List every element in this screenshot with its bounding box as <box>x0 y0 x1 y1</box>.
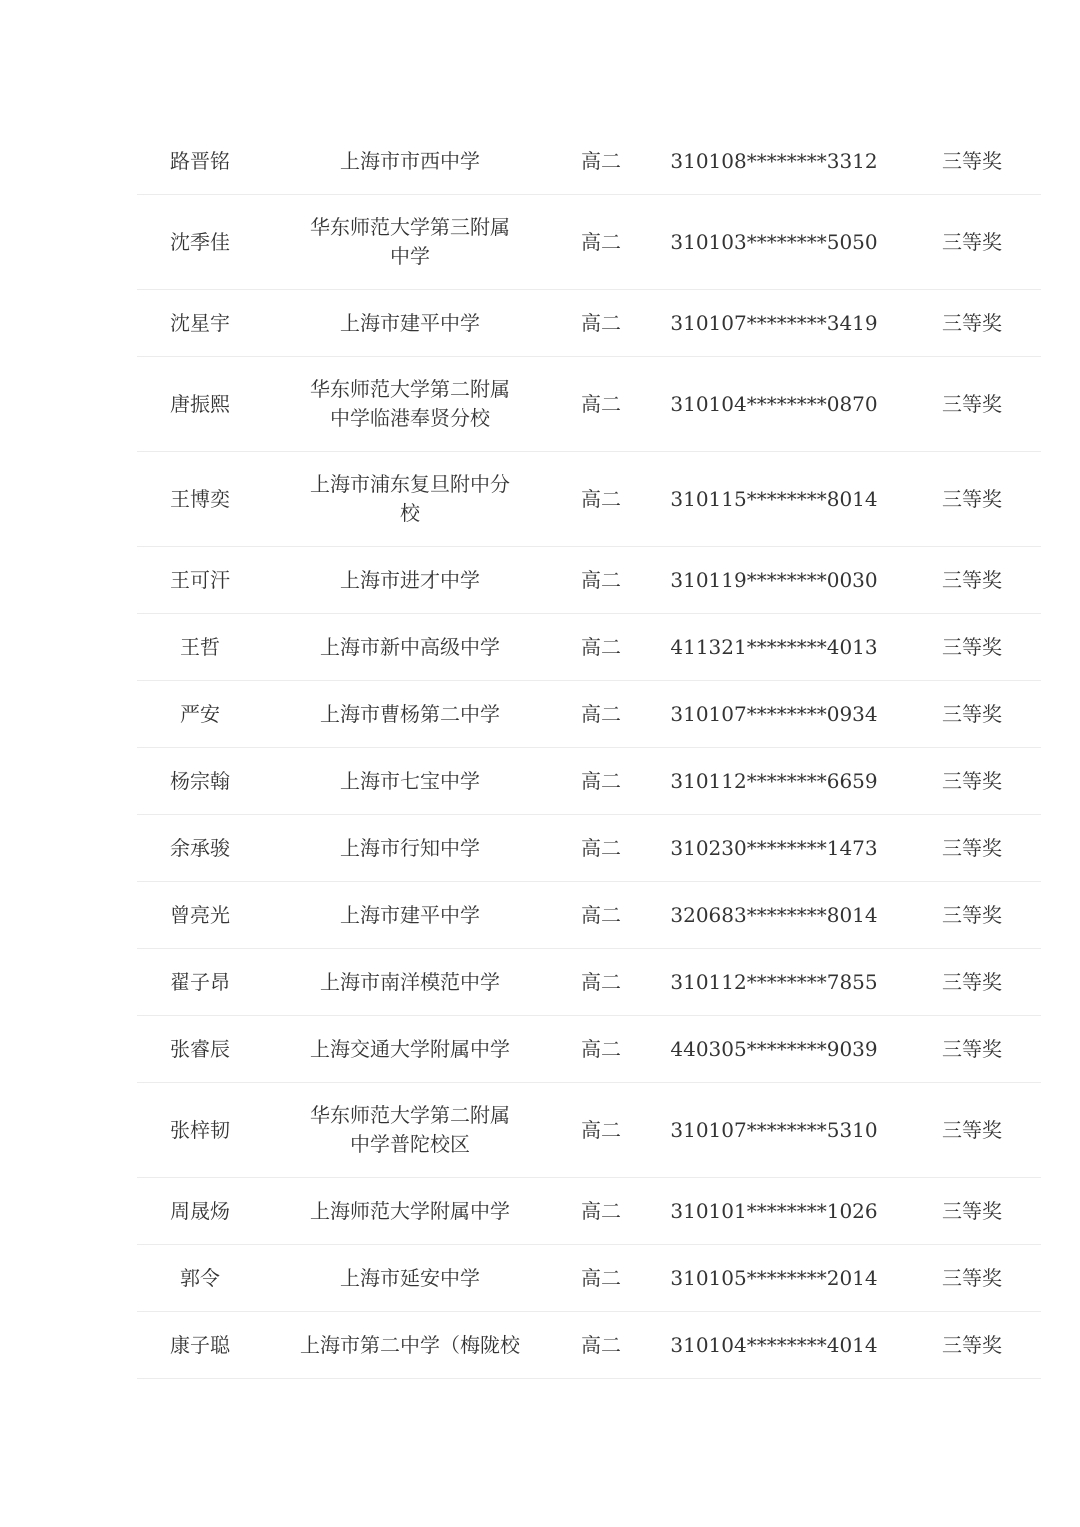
school-name-line: 校 <box>400 501 420 525</box>
grade: 高二 <box>557 195 645 290</box>
id-number: 310119********0030 <box>645 547 903 614</box>
table-row <box>137 1016 1041 1083</box>
table-row <box>137 195 1041 290</box>
grade: 高二 <box>557 949 645 1016</box>
school-name-line: 上海市南洋模范中学 <box>320 969 500 994</box>
school-name <box>263 1178 557 1245</box>
school-name <box>263 1083 557 1178</box>
school-name-line: 上海市进才中学 <box>340 567 480 592</box>
grade: 高二 <box>557 882 645 949</box>
student-name: 张梓韧 <box>137 1083 263 1178</box>
school-name <box>263 547 557 614</box>
award-level: 三等奖 <box>903 128 1041 195</box>
school-name-line: 华东师范大学第三附属 <box>310 215 510 239</box>
school-name-line: 上海市浦东复旦附中分 <box>310 472 510 496</box>
grade: 高二 <box>557 1083 645 1178</box>
table-row <box>137 1245 1041 1312</box>
school-name <box>263 748 557 815</box>
grade: 高二 <box>557 1016 645 1083</box>
school-name-line: 上海市曹杨第二中学 <box>320 701 500 726</box>
school-name-line: 上海市七宝中学 <box>340 768 480 793</box>
student-name: 沈季佳 <box>137 195 263 290</box>
grade: 高二 <box>557 681 645 748</box>
award-level: 三等奖 <box>903 882 1041 949</box>
grade: 高二 <box>557 1245 645 1312</box>
student-name: 张睿辰 <box>137 1016 263 1083</box>
school-name <box>263 1016 557 1083</box>
grade: 高二 <box>557 547 645 614</box>
id-number: 310101********1026 <box>645 1178 903 1245</box>
school-name <box>263 128 557 195</box>
school-name-line: 中学临港奉贤分校 <box>330 406 490 430</box>
award-table <box>137 128 1041 1379</box>
id-number: 310104********4014 <box>645 1312 903 1379</box>
school-name-line: 上海市建平中学 <box>340 310 480 335</box>
student-name: 杨宗翰 <box>137 748 263 815</box>
school-name <box>263 949 557 1016</box>
award-level: 三等奖 <box>903 1178 1041 1245</box>
school-name-line: 华东师范大学第二附属 <box>310 1103 510 1127</box>
student-name: 路晋铭 <box>137 128 263 195</box>
school-name-line: 上海交通大学附属中学 <box>310 1036 510 1061</box>
student-name: 余承骏 <box>137 815 263 882</box>
student-name: 王可汗 <box>137 547 263 614</box>
id-number: 320683********8014 <box>645 882 903 949</box>
id-number: 310105********2014 <box>645 1245 903 1312</box>
award-level: 三等奖 <box>903 614 1041 681</box>
award-level: 三等奖 <box>903 452 1041 547</box>
id-number: 310103********5050 <box>645 195 903 290</box>
school-name <box>263 1245 557 1312</box>
award-level: 三等奖 <box>903 1312 1041 1379</box>
id-number: 310104********0870 <box>645 357 903 452</box>
award-table-body <box>137 128 1041 1379</box>
grade: 高二 <box>557 614 645 681</box>
table-row <box>137 882 1041 949</box>
table-row <box>137 681 1041 748</box>
award-level: 三等奖 <box>903 748 1041 815</box>
grade: 高二 <box>557 815 645 882</box>
school-name <box>263 195 557 290</box>
award-level: 三等奖 <box>903 547 1041 614</box>
student-name: 周晟炀 <box>137 1178 263 1245</box>
table-row <box>137 1178 1041 1245</box>
school-name <box>263 614 557 681</box>
id-number: 411321********4013 <box>645 614 903 681</box>
id-number: 310230********1473 <box>645 815 903 882</box>
table-row <box>137 128 1041 195</box>
award-level: 三等奖 <box>903 1016 1041 1083</box>
grade: 高二 <box>557 128 645 195</box>
school-name-line: 上海师范大学附属中学 <box>310 1198 510 1223</box>
id-number: 310115********8014 <box>645 452 903 547</box>
table-row <box>137 614 1041 681</box>
award-level: 三等奖 <box>903 1245 1041 1312</box>
id-number: 310107********3419 <box>645 290 903 357</box>
school-name-line: 上海市行知中学 <box>340 835 480 860</box>
grade: 高二 <box>557 452 645 547</box>
table-row <box>137 547 1041 614</box>
student-name: 曾亮光 <box>137 882 263 949</box>
award-level: 三等奖 <box>903 949 1041 1016</box>
table-row <box>137 452 1041 547</box>
award-level: 三等奖 <box>903 290 1041 357</box>
school-name <box>263 681 557 748</box>
grade: 高二 <box>557 1178 645 1245</box>
table-row <box>137 949 1041 1016</box>
school-name-line: 上海市建平中学 <box>340 902 480 927</box>
school-name-line: 中学普陀校区 <box>350 1132 470 1156</box>
school-name <box>263 357 557 452</box>
school-name-line: 上海市市西中学 <box>340 148 480 173</box>
school-name-line: 上海市第二中学（梅陇校 <box>300 1332 520 1357</box>
school-name-line: 上海市新中高级中学 <box>320 634 500 659</box>
student-name: 郭令 <box>137 1245 263 1312</box>
student-name: 康子聪 <box>137 1312 263 1379</box>
id-number: 310112********6659 <box>645 748 903 815</box>
id-number: 310108********3312 <box>645 128 903 195</box>
student-name: 严安 <box>137 681 263 748</box>
award-level: 三等奖 <box>903 815 1041 882</box>
school-name <box>263 815 557 882</box>
school-name <box>263 452 557 547</box>
table-row <box>137 748 1041 815</box>
id-number: 310107********5310 <box>645 1083 903 1178</box>
id-number: 310107********0934 <box>645 681 903 748</box>
id-number: 310112********7855 <box>645 949 903 1016</box>
award-level: 三等奖 <box>903 1083 1041 1178</box>
table-row <box>137 1083 1041 1178</box>
grade: 高二 <box>557 1312 645 1379</box>
grade: 高二 <box>557 748 645 815</box>
table-row <box>137 815 1041 882</box>
grade: 高二 <box>557 290 645 357</box>
student-name: 王博奕 <box>137 452 263 547</box>
school-name-line: 上海市延安中学 <box>340 1265 480 1290</box>
school-name-line: 中学 <box>390 244 430 268</box>
award-level: 三等奖 <box>903 357 1041 452</box>
student-name: 王哲 <box>137 614 263 681</box>
student-name: 翟子昂 <box>137 949 263 1016</box>
school-name <box>263 1312 557 1379</box>
award-level: 三等奖 <box>903 195 1041 290</box>
table-row <box>137 290 1041 357</box>
student-name: 唐振熙 <box>137 357 263 452</box>
grade: 高二 <box>557 357 645 452</box>
id-number: 440305********9039 <box>645 1016 903 1083</box>
school-name-line: 华东师范大学第二附属 <box>310 377 510 401</box>
school-name <box>263 290 557 357</box>
student-name: 沈星宇 <box>137 290 263 357</box>
table-row <box>137 357 1041 452</box>
school-name <box>263 882 557 949</box>
award-level: 三等奖 <box>903 681 1041 748</box>
table-row <box>137 1312 1041 1379</box>
